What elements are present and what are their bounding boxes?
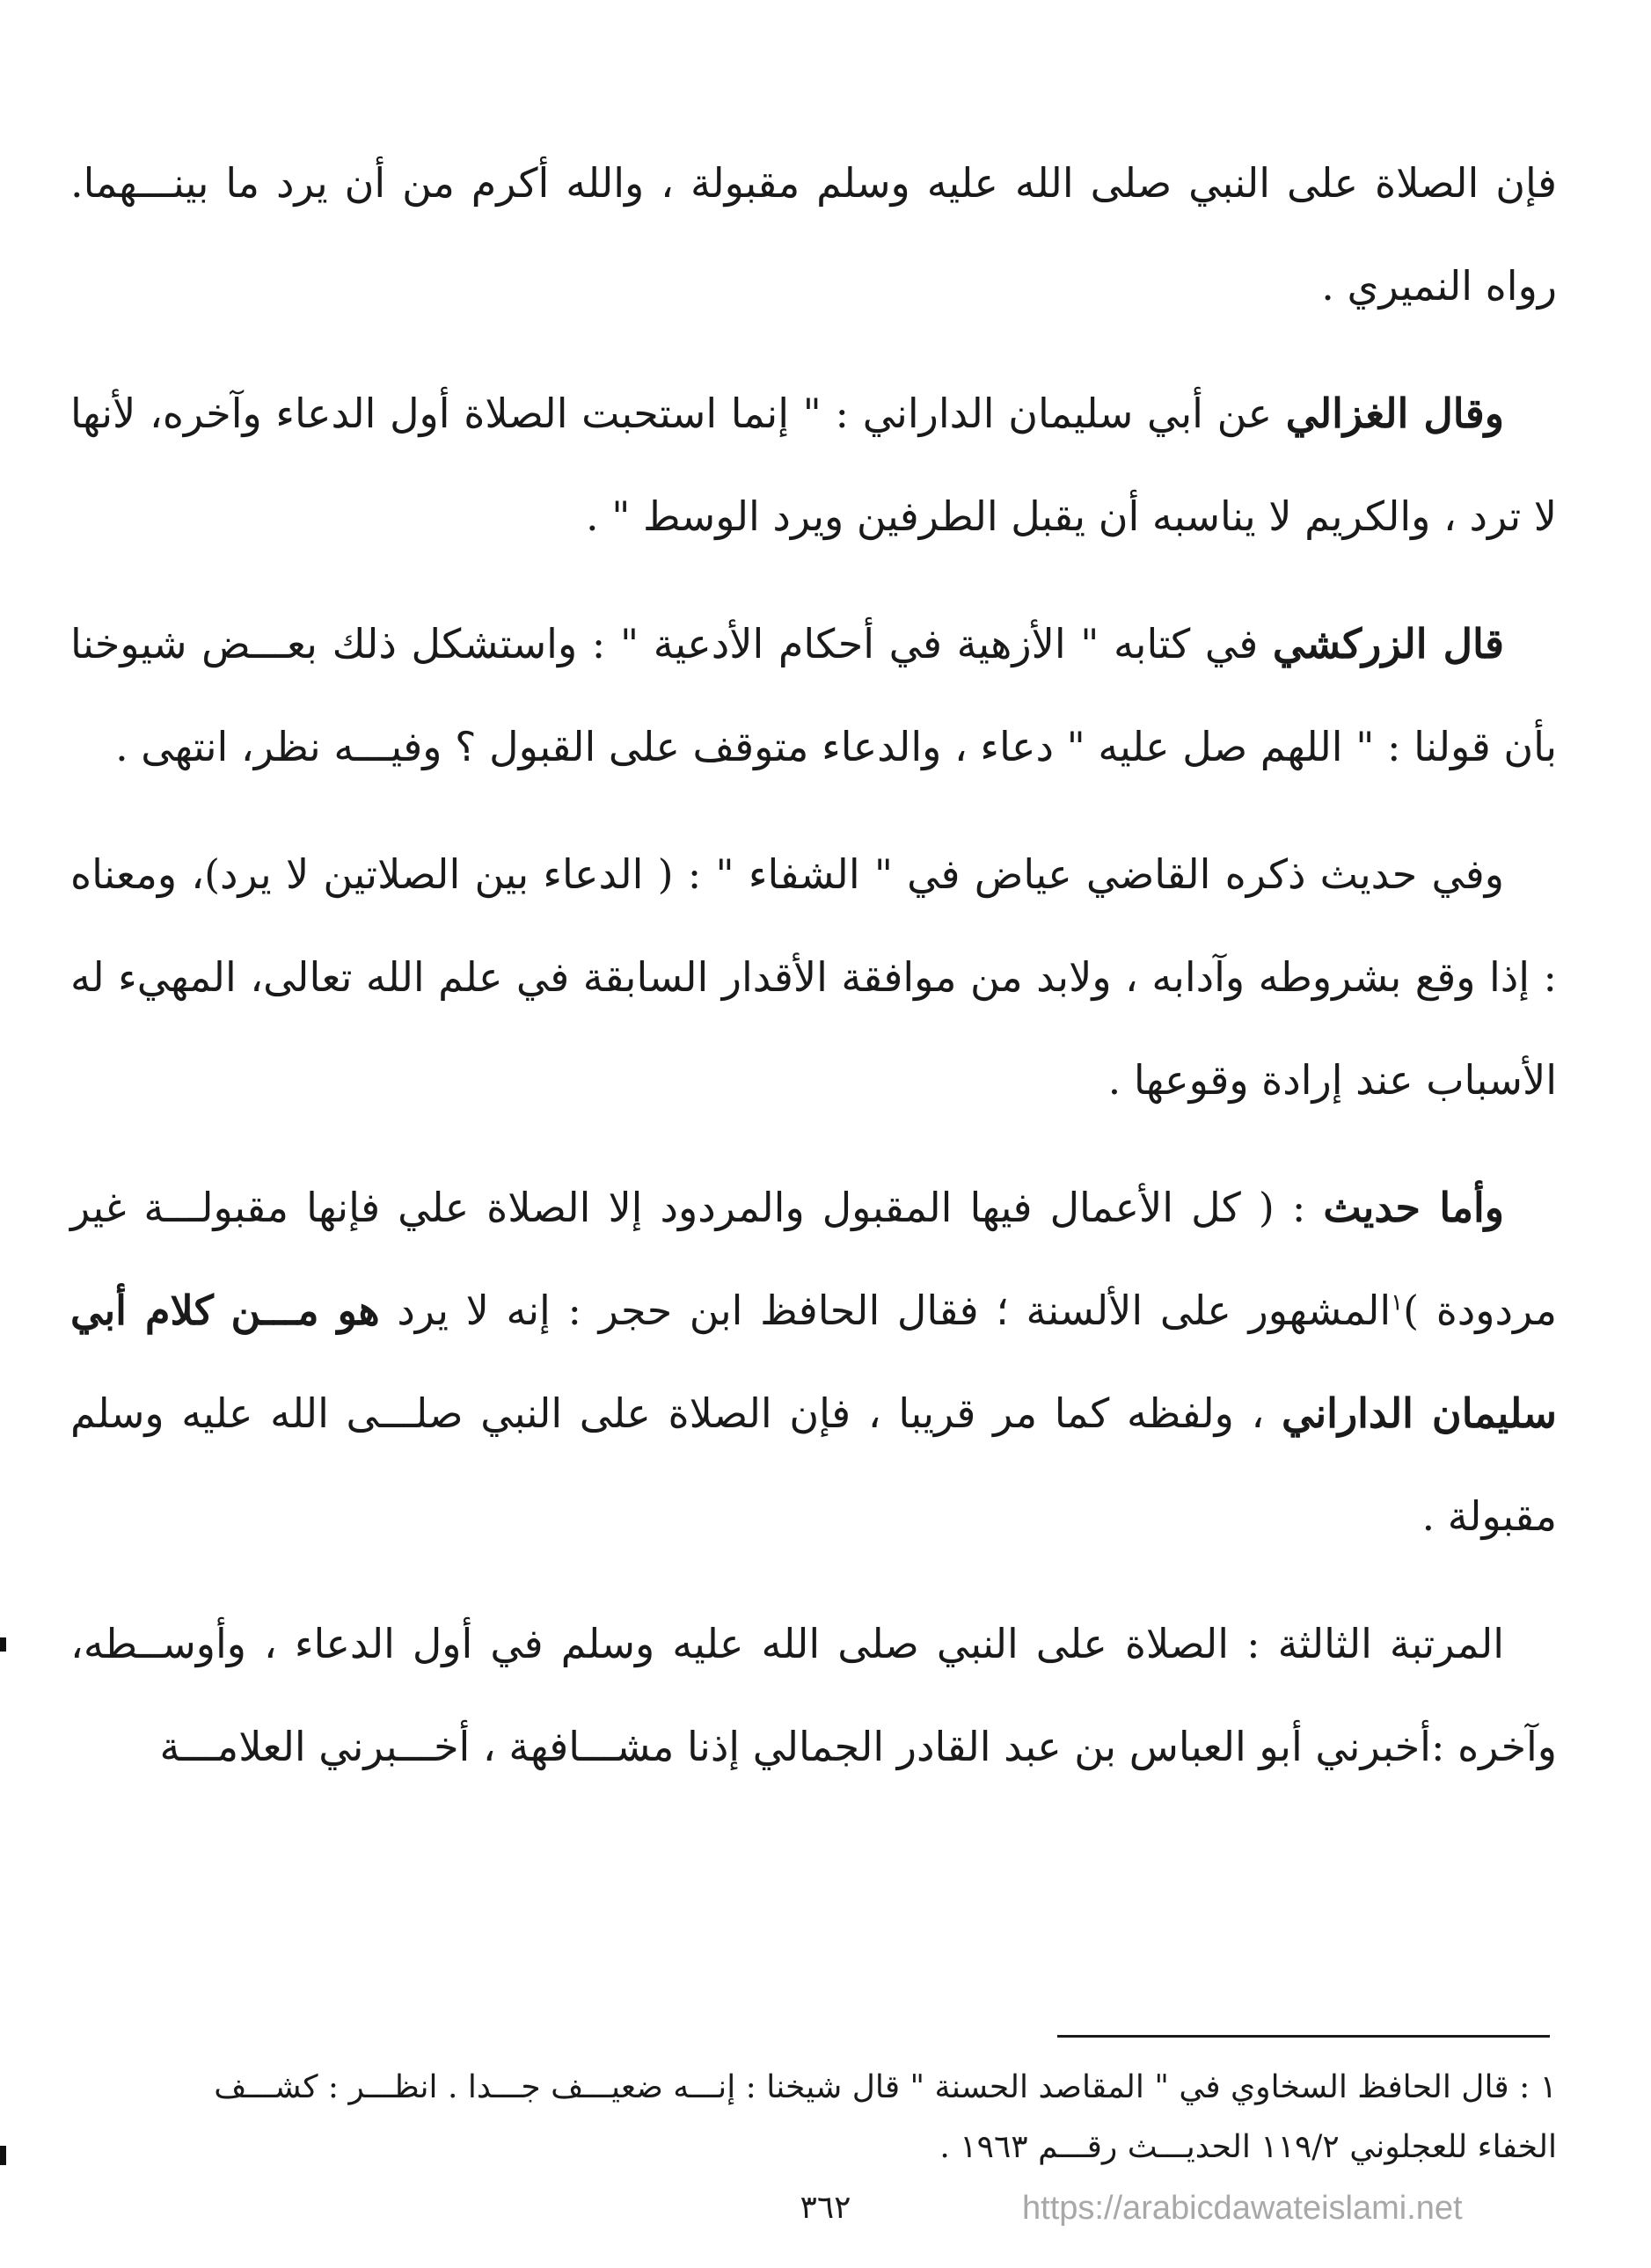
paragraph [70, 1156, 1557, 1568]
page-number: ٣٦٢ [800, 2190, 851, 2226]
text-run: ، ولفظه كما مر قريبا ، فإن الصلاة على النبي صلـــى الله [270, 1389, 1282, 1437]
text-run: عليه وسلم مقبولة . [70, 1389, 1557, 1540]
footnotes [70, 2058, 1557, 2177]
footnote-line: الخفاء للعجلوني ١١٩/٢ الحديـــث رقـــم ١٩٦٣ . [939, 2129, 1557, 2165]
scan-mark [0, 1637, 6, 1652]
paragraph [70, 362, 1557, 568]
footnote-line: ١ : قال الحافظ السخاوي في " المقاصد الحسنة " قال شيخنا : إنـــه ضعيـــف جـــدا . انظـــر : كشـــف [214, 2069, 1557, 2105]
text-run: غير مردودة ) [70, 1184, 1558, 1334]
text-run: المرتبة الثالثة : الصلاة على النبي صلى الله عليه وسلم في أول الدعاء ، وأوســطه، [70, 1620, 1504, 1667]
bold-phrase: وأما حديث [1323, 1184, 1505, 1231]
paragraph [70, 132, 1557, 338]
paragraph [70, 1593, 1557, 1798]
scan-mark [0, 2146, 6, 2165]
text-run: وفي حديث ذكره القاضي عياض في " الشفاء " : ( الدعاء بين الصلاتين لا يرد)، [191, 850, 1504, 898]
text-run: شيوخنا بأن قولنا : " اللهم صل عليه " دعاء ، والدعاء متوقف على القبول ؟ وفيـــه [70, 620, 1557, 770]
footnote-separator [1057, 2035, 1550, 2038]
text-run: وآخره :أخبرني أبو العباس بن عبد القادر الجمالي إذنا مشـــافهة ، أخـــبرني العلامـــة [159, 1723, 1557, 1770]
text-run: نظر، انتهى . [115, 723, 321, 770]
main-text [70, 132, 1557, 1823]
text-run: رواه النميري . [1321, 262, 1557, 310]
text-run: في كتابه " الأزهية في أحكام الأدعية " : واستشكل ذلك بعـــض [201, 620, 1273, 667]
text-run: المهيء له الأسباب عند إرادة وقوعها . [70, 953, 1557, 1104]
bold-phrase: وقال الغزالي [1285, 390, 1504, 437]
bold-phrase: قال الزركشي [1272, 620, 1505, 667]
text-run: لأنها لا ترد ، والكريم لا يناسبه أن يقبل الطرفين ويرد الوسط " . [70, 390, 1557, 540]
text-run: ومعناه : إذا وقع بشروطه وآدابه ، ولابد من موافقة الأقدار السابقة في علم الله تعالى، [70, 850, 1557, 1001]
bold-phrase: هو مـــن [230, 1287, 380, 1334]
text-run: فإن الصلاة على النبي صلى الله عليه وسلم مقبولة ، والله أكرم من أن يرد ما بينـــهما. [70, 159, 1557, 207]
bold-phrase: كلام أبي سليمان الداراني [70, 1287, 1557, 1437]
footnote-ref: ١ [1391, 1289, 1404, 1316]
paragraph [70, 593, 1557, 799]
paragraph [70, 823, 1557, 1132]
text-run: عن أبي سليمان الداراني : " إنما استحبت الصلاة أول الدعاء وآخره، [149, 390, 1286, 437]
footnote [70, 2058, 1557, 2177]
text-run: : ( كل الأعمال فيها المقبول والمردود إلا الصلاة علي فإنها مقبولـــة [143, 1184, 1324, 1231]
watermark-url: https://arabicdawateislami.net [1022, 2190, 1463, 2227]
text-run: المشهور على الألسنة ؛ فقال الحافظ ابن حجر : إنه لا يرد [379, 1287, 1392, 1334]
